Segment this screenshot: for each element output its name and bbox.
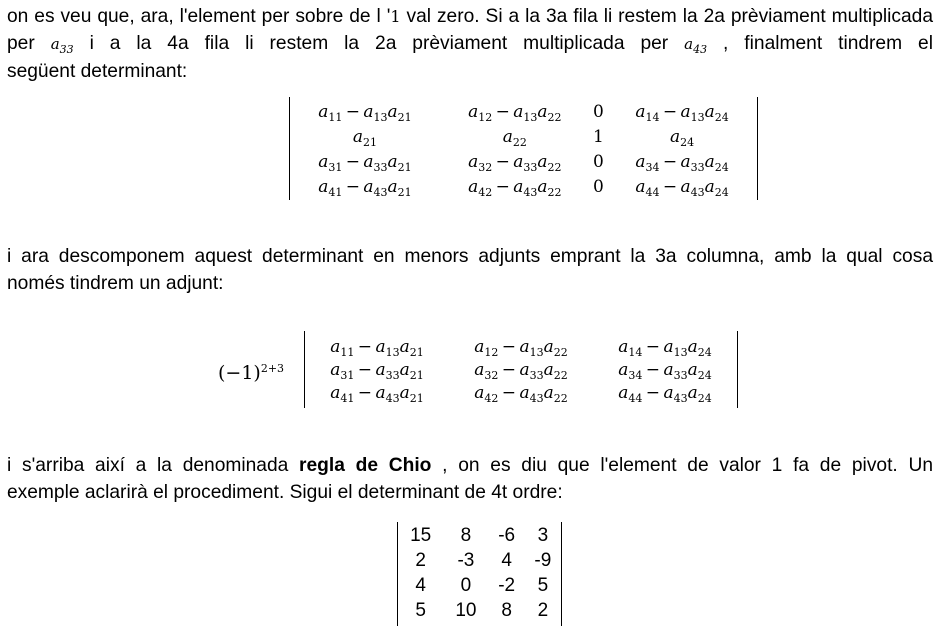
matrix-cell: 0 xyxy=(593,176,604,197)
matrix-cell: 4 xyxy=(501,549,512,571)
matrix-cell: 0 xyxy=(593,101,604,122)
matrix-row xyxy=(290,174,757,199)
matrix-cell: $a_{42} - a_{43}a_{22}$ xyxy=(468,176,562,199)
paragraph-1-text-c: i a la 4a fila li restem la 2a prèviament multiplicada per xyxy=(73,33,685,54)
paragraph-3-text-a: i s'arriba així a la denominada xyxy=(7,455,300,476)
matrix-cell: $a_{22}$ xyxy=(502,126,527,149)
paragraph-2-text-b: només tindrem un adjunt: xyxy=(7,273,224,294)
matrix-cell: 4 xyxy=(415,574,426,596)
matrix-cell: 8 xyxy=(460,524,472,546)
matrix-cell: -9 xyxy=(534,549,552,571)
paragraph-1 xyxy=(7,3,933,85)
matrix-cell: 2 xyxy=(415,549,426,571)
determinant-4x4-numeric xyxy=(397,522,562,626)
matrix-cell: 5 xyxy=(415,599,426,621)
paragraph-2-text-a: i ara descomponem aquest determinant en menors adjunts emprant la 3a columna, amb la qual cosa xyxy=(7,246,933,267)
matrix-cell: -2 xyxy=(498,574,516,596)
matrix-cell: 8 xyxy=(501,599,512,621)
matrix-row xyxy=(398,523,561,548)
inline-math-a33: $a_{33}$ xyxy=(50,35,74,56)
determinant-3x3-minor xyxy=(304,331,738,408)
matrix-row xyxy=(305,358,737,381)
matrix-cell: 10 xyxy=(455,599,477,621)
sign-factor-base: (−1) xyxy=(218,362,261,384)
matrix-cell: $a_{31} - a_{33}a_{21}$ xyxy=(318,151,412,174)
sign-factor-exponent: 2+3 xyxy=(260,362,285,375)
matrix-cell: $a_{41} - a_{43}a_{21}$ xyxy=(318,176,412,199)
matrix-cell: $a_{14} - a_{13}a_{24}$ xyxy=(635,101,729,124)
paragraph-2 xyxy=(7,243,933,297)
matrix-cell: $a_{11} - a_{13}a_{21}$ xyxy=(318,101,412,124)
matrix-cell: 2 xyxy=(537,599,549,621)
matrix-cell: 3 xyxy=(537,524,549,546)
matrix-cell: $a_{32} - a_{33}a_{22}$ xyxy=(474,359,568,382)
matrix-cell: $a_{12} - a_{13}a_{22}$ xyxy=(474,336,568,359)
paragraph-1-text-d: , finalment tindrem el xyxy=(707,33,933,54)
paragraph-1-text-b: val zero. Si a la 3a fila li restem la 2a prèviament multiplicada per xyxy=(7,6,933,54)
matrix-cell: $a_{44} - a_{43}a_{24}$ xyxy=(635,176,729,199)
matrix-cell: $a_{42} - a_{43}a_{22}$ xyxy=(474,382,568,405)
matrix-cell: $a_{32} - a_{33}a_{22}$ xyxy=(468,151,562,174)
matrix-row xyxy=(290,149,757,174)
paragraph-1-text-e: següent determinant: xyxy=(7,61,188,82)
matrix-cell: $a_{41} - a_{43}a_{21}$ xyxy=(330,382,424,405)
matrix-row xyxy=(305,335,737,358)
sign-factor xyxy=(218,362,284,384)
inline-math-a43: $a_{43}$ xyxy=(684,35,708,56)
matrix-row xyxy=(398,573,561,598)
matrix-cell: -3 xyxy=(457,549,475,571)
matrix-cell: $a_{11} - a_{13}a_{21}$ xyxy=(330,336,424,359)
paragraph-1-value: 1 xyxy=(390,7,401,26)
paragraph-3-text-b: , on es diu que l'element de valor 1 fa de pivot. Un xyxy=(431,455,934,476)
paragraph-1-text-a: on es veu que, ara, l'element per sobre de l ' xyxy=(7,6,391,27)
matrix-row xyxy=(398,598,561,623)
matrix-cell: $a_{12} - a_{13}a_{22}$ xyxy=(468,101,562,124)
matrix-cell: $a_{24}$ xyxy=(669,126,695,149)
matrix-cell: 5 xyxy=(537,574,549,596)
matrix-row xyxy=(290,99,757,124)
paragraph-3 xyxy=(7,452,933,506)
matrix-row xyxy=(290,124,757,149)
matrix-row xyxy=(398,548,561,573)
term-regla-de-chio: regla de Chio xyxy=(299,455,432,476)
matrix-cell: 0 xyxy=(460,574,472,596)
matrix-row xyxy=(305,381,737,404)
matrix-cell: -6 xyxy=(498,524,516,546)
matrix-cell: $a_{34} - a_{33}a_{24}$ xyxy=(618,359,712,382)
matrix-cell: $a_{31} - a_{33}a_{21}$ xyxy=(330,359,424,382)
matrix-cell: $a_{14} - a_{13}a_{24}$ xyxy=(618,336,712,359)
matrix-cell: 15 xyxy=(410,524,432,546)
matrix-cell: $a_{21}$ xyxy=(352,126,377,149)
determinant-4x4-symbolic xyxy=(289,97,758,200)
paragraph-3-text-c: exemple aclarirà el procediment. Sigui el determinant de 4t ordre: xyxy=(7,482,563,503)
matrix-cell: $a_{44} - a_{43}a_{24}$ xyxy=(618,382,712,405)
matrix-cell: 0 xyxy=(593,151,604,172)
matrix-cell: 1 xyxy=(593,126,604,147)
matrix-cell: $a_{34} - a_{33}a_{24}$ xyxy=(635,151,729,174)
